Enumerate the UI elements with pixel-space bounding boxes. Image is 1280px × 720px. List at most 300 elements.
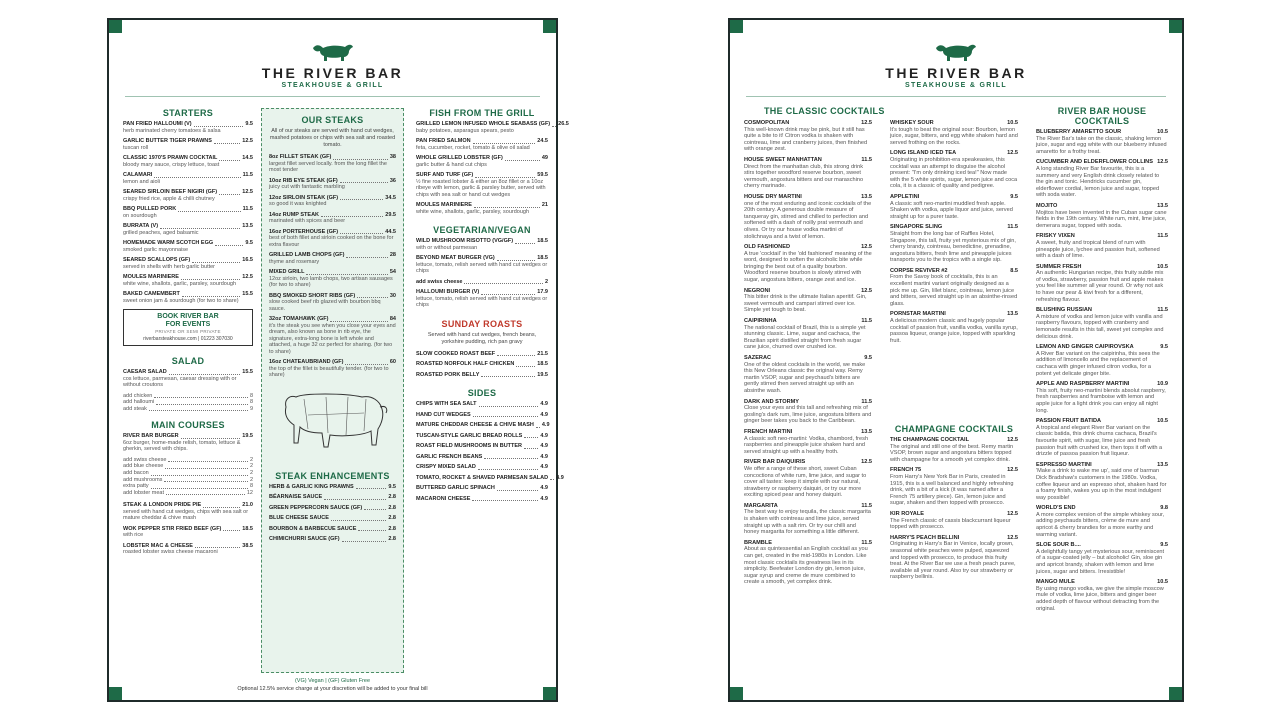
cocktail-name: LEMON AND GINGER CAIPIROVSKA <box>1036 344 1134 351</box>
cocktail-name: BLUEBERRY AMARETTO SOUR <box>1036 129 1122 135</box>
cocktail-line <box>890 150 1018 157</box>
cocktail-name: WORLD'S END <box>1036 505 1076 512</box>
item-name: HERB & GARLIC KING PRAWNS <box>269 483 354 490</box>
item-description: it's the steak you see when you close your eyes and dream, also known as bone in rib eye, the signature, extra-long bone is left whole and attached, a huge 32 oz perfect for sharing. (for two to share) <box>269 322 396 355</box>
dot-leader <box>474 207 540 208</box>
cocktail-price: 13.5 <box>861 428 872 435</box>
dot-leader <box>331 520 386 521</box>
add-on-name: add halloumi <box>123 399 155 406</box>
item-description: with or without parmesan <box>416 244 478 251</box>
item-description: feta, cucumber, rocket, tomato & olive oil salad <box>416 144 530 151</box>
cocktail-item <box>744 318 872 351</box>
menu-item <box>269 494 396 501</box>
add-on-price: 8 <box>249 399 253 406</box>
menu-item <box>123 543 253 556</box>
cocktail-price: 12.5 <box>861 120 872 126</box>
item-price: 38 <box>389 154 396 160</box>
menu-item-line <box>416 433 548 440</box>
add-on-price: 2 <box>249 476 253 483</box>
menu-item <box>416 464 548 471</box>
cocktail-price: 8.5 <box>1010 267 1018 274</box>
dot-leader <box>340 199 383 200</box>
item-name: SEARED SCALLOPS (GF) <box>123 257 191 263</box>
cocktail-price: 10.5 <box>1007 120 1018 126</box>
cocktail-name: NEGRONI <box>744 287 771 294</box>
menu-item-line <box>416 443 548 450</box>
menu-item <box>123 291 253 304</box>
cocktail-line <box>744 540 872 547</box>
cocktail-description: The national cocktail of Brazil, this is a simple yet stunning classic. Lime, sugar and cachaca, the Brazilian spirit distilled straight from fresh sugar cane juice, churned over crushed ice. <box>744 324 866 351</box>
item-name: GREEN PEPPERCORN SAUCE (GF) <box>269 504 363 511</box>
cocktail-name: APPLE AND RASPBERRY MARTINI <box>1036 381 1130 388</box>
corner-decoration <box>730 687 743 700</box>
item-price: 4.9 <box>540 443 548 449</box>
item-price: 24.5 <box>537 138 548 144</box>
cocktail-item <box>1036 307 1168 340</box>
corner-decoration <box>1169 20 1182 33</box>
item-name: MOULES MARINIERE <box>123 274 179 280</box>
add-on-line <box>123 463 253 470</box>
item-name: BLUE CHEESE SAUCE <box>269 515 329 521</box>
cocktail-item <box>890 120 1018 146</box>
item-name: MATURE CHEDDAR CHEESE & CHIVE MASH <box>416 422 534 428</box>
item-description: baby potatoes, asparagus spears, pesto <box>416 127 514 134</box>
item-price: 21.5 <box>537 350 548 357</box>
cocktail-description: Direct from the manhattan club, this strong drink stirs together woodford reserve bourbon, sweet vermouth, angostura bitters and our maraschino cherry marinade. <box>744 163 864 190</box>
item-description: thyme and rosemary <box>269 258 320 265</box>
menu-item <box>416 422 548 429</box>
cocktail-line <box>1036 307 1168 314</box>
menu-item-line <box>416 401 548 408</box>
item-price: 18.5 <box>537 255 548 261</box>
cocktail-name: SINGAPORE SLING <box>890 224 943 231</box>
item-name: BÉARNAISE SAUCE <box>269 494 323 500</box>
item-price: 18.5 <box>537 238 548 244</box>
cocktail-description: It's tough to beat the original sour: Bourbon, lemon juice, sugar, bitters, and egg white shaken hard and served frothing on the rocks. <box>890 126 1018 146</box>
cocktail-item <box>1036 203 1168 229</box>
cocktail-item <box>890 311 1018 344</box>
bull-icon <box>311 40 355 62</box>
cocktail-price: 12.5 <box>1007 510 1018 517</box>
brand-name: THE RIVER BAR <box>885 65 1027 81</box>
cocktail-name: PORNSTAR MARTINI <box>890 311 946 318</box>
menu-item <box>269 252 396 265</box>
section-title: CHAMPAGNE COCKTAILS <box>894 424 1014 434</box>
dot-leader <box>358 530 386 531</box>
item-price: 84 <box>389 316 396 322</box>
add-on-price: 8 <box>249 392 253 399</box>
item-description: with rice <box>123 532 144 539</box>
cocktail-price: 11.5 <box>1157 307 1168 314</box>
cocktail-line <box>744 459 872 466</box>
cocktail-item <box>890 511 1018 531</box>
dot-leader <box>473 416 539 417</box>
dot-leader <box>160 228 240 229</box>
cocktail-line <box>1036 505 1168 512</box>
cocktail-line <box>1036 233 1168 240</box>
salad-adds <box>123 393 253 413</box>
cocktail-item <box>1036 418 1168 458</box>
item-name: BBQ SMOKED SHORT RIBS (GF) <box>269 292 356 299</box>
dot-leader <box>219 160 240 161</box>
menu-item <box>269 293 396 313</box>
item-description: tuscan roll <box>123 144 149 151</box>
house-cocktails <box>1036 106 1168 616</box>
item-price: 16.5 <box>242 257 253 263</box>
dot-leader <box>154 397 248 398</box>
cow-illustration <box>274 385 392 465</box>
add-on-line <box>123 393 253 400</box>
item-price: 54 <box>389 269 396 275</box>
cocktail-name: COSMOPOLITAN <box>744 120 790 126</box>
champagne-cocktails <box>890 424 1018 585</box>
house-cocktails-list <box>1036 129 1168 612</box>
cocktail-line <box>744 355 872 362</box>
cocktail-line <box>744 120 872 127</box>
cocktail-name: OLD FASHIONED <box>744 244 790 251</box>
dot-leader <box>219 194 240 195</box>
dot-leader <box>164 481 248 482</box>
menu-item <box>123 526 253 539</box>
fish-list <box>416 121 569 215</box>
item-price: 4.9 <box>556 474 564 481</box>
cocktail-description: A delightfully tangy yet mysterious sour, reminiscent of a sugar-coated jelly – but alcoholic! Gin, sloe gin and apricot brandy, shaken with lemon and lime juices, sugar and bitters. Irresistible! <box>1036 548 1165 575</box>
dot-leader <box>215 245 243 246</box>
item-description: grilled peaches, aged balsamic <box>123 229 199 236</box>
item-price: 2.8 <box>388 536 396 542</box>
dot-leader <box>550 479 554 480</box>
classic-cocktails-list <box>744 120 872 590</box>
section-title: THE CLASSIC COCKTAILS <box>764 106 885 116</box>
dot-leader <box>505 160 540 161</box>
cocktail-item <box>890 467 1018 507</box>
item-description: lettuce, tomato, relish served with hand cut wedges or chips <box>416 261 548 274</box>
steaks-panel <box>261 108 404 673</box>
cocktail-description: A long standing River Bar favourite, this is a summery and very English drink closely related to the gin and tonic. Hendricks cucumber gin, elderflower cordial, lemon juice and sugar, topped with soda water. <box>1036 165 1160 199</box>
cocktail-description: Mojitos have been invented in the Cuban sugar cane fields in the 19th century. White rum, mint, lime juice, demerara sugar, topped with soda. <box>1036 209 1167 229</box>
item-name: BEYOND MEAT BURGER (VG) <box>416 255 495 261</box>
menu-item <box>416 255 548 275</box>
item-price: 44.5 <box>385 228 396 235</box>
menu-item <box>416 412 548 419</box>
menu-item <box>269 536 396 543</box>
item-price: 15.5 <box>242 369 253 375</box>
corner-decoration <box>730 20 743 33</box>
section-title: RIVER BAR HOUSE COCKTAILS <box>1057 106 1147 126</box>
item-description: 6oz burger, home-made relish, tomato, lettuce & gherkin, served with chips. <box>123 439 241 453</box>
cocktail-line <box>1036 579 1168 586</box>
cocktail-item <box>890 194 1018 220</box>
cocktail-price: 11.5 <box>861 502 872 509</box>
menu-item <box>123 502 253 522</box>
cocktail-price: 12.5 <box>861 459 872 466</box>
cocktail-price: 11.5 <box>861 318 872 325</box>
menu-item <box>416 401 548 408</box>
item-price: 12.5 <box>242 189 253 195</box>
menu-item <box>269 526 396 533</box>
item-name: 16oz PORTERHOUSE (GF) <box>269 228 339 235</box>
menu-item-line <box>269 515 396 522</box>
cocktail-description: A sweet, fruity and tropical blend of rum with pineapple juice, lychee and passion fruit, softened with a dash of lime. <box>1036 239 1160 260</box>
item-price: 14.5 <box>242 155 253 161</box>
cocktail-item <box>744 459 872 499</box>
add-on-price: 8 <box>249 483 253 490</box>
cocktail-description: Originating in prohibition-era speakeasies, this cocktail was an attempt to disguise the alcohol present: "I'm only drinking iced tea!" Now made with the 5 white spirits, sugar, lemon juice and coca cola, it is a classic of quality and pedigree. <box>890 156 1018 190</box>
cocktail-price: 11.5 <box>1007 224 1018 231</box>
vegan-list <box>416 238 548 309</box>
events-note: PRIVATE OR SEMI PRIVATE <box>155 329 221 334</box>
cocktail-name: MOJITO <box>1036 202 1058 209</box>
cocktail-name: FRISKY VIXEN <box>1036 233 1075 240</box>
cocktail-name: MARGARITA <box>744 502 778 509</box>
item-description: the top of the fillet is beautifully tender. (for two to share) <box>269 365 389 378</box>
item-description: garlic butter & hand cut chips <box>416 161 487 168</box>
item-description: marinated with spices and beer <box>269 218 346 224</box>
add-on-line <box>123 483 253 490</box>
dot-leader <box>478 469 539 470</box>
dot-leader <box>178 211 240 212</box>
cocktail-name: SAZERAC <box>744 355 772 361</box>
cocktail-item <box>1036 344 1168 377</box>
logo <box>109 40 556 89</box>
cocktail-item <box>1036 264 1168 304</box>
cocktail-name: CAIPIRINHA <box>744 318 777 325</box>
item-name: HAND CUT WEDGES <box>416 411 471 418</box>
cocktail-price: 10.5 <box>1157 263 1168 270</box>
cocktail-name: BRAMBLE <box>744 539 772 546</box>
cocktail-item <box>744 540 872 586</box>
item-name: BOURBON & BARBECUE SAUCE <box>269 525 357 532</box>
cocktail-item <box>744 355 872 395</box>
item-name: HALLOUMI BURGER (V) <box>416 289 480 295</box>
cocktail-item <box>890 437 1018 463</box>
item-description: largest fillet served locally. from the long fillet the most tender <box>269 160 387 173</box>
classic-cocktails <box>744 106 1014 119</box>
item-name: MIXED GRILL <box>269 269 305 275</box>
item-name: TUSCAN-STYLE GARLIC BREAD ROLLS <box>416 432 523 439</box>
item-price: 9.5 <box>388 483 396 490</box>
cocktail-line <box>890 467 1018 474</box>
item-name: GRILLED LEMON INFUSED WHOLE SEABASS (GF) <box>416 121 551 127</box>
section-title: STARTERS <box>162 108 214 118</box>
cocktail-item <box>744 288 872 314</box>
dot-leader <box>169 374 241 375</box>
cocktail-description: A River Bar variant on the caipirinha, this sees the addition of limoncello and the replacement of cachaca with ginger infused citron vodka, for a potent yet delicate ginger bite. <box>1036 350 1160 377</box>
item-price: 19.5 <box>537 371 548 378</box>
item-name: ROASTED NORFOLK HALF CHICKEN <box>416 361 515 367</box>
brand-name: THE RIVER BAR <box>261 65 404 81</box>
item-price: 9.5 <box>245 121 253 127</box>
menu-item <box>269 229 396 249</box>
starters-list <box>123 121 253 304</box>
cocktail-description: Originating in Harry's Bar in Venice, locally grown, seasonal white peaches were pulped, squeezed and topped with prosecco, to produce this fruity treat. At the River Bar we use a fresh peach puree, available all year round. Also try our strawberry or raspberry bellinis. <box>890 541 1016 581</box>
item-description: slow cooked beef rib glazed with bourbon bbq sauce. <box>269 299 381 312</box>
cocktail-price: 9.5 <box>864 355 872 361</box>
corner-decoration <box>543 20 556 33</box>
menu-item-line <box>416 351 548 358</box>
menu-item <box>416 485 548 492</box>
item-price: 4.9 <box>540 453 548 460</box>
dot-leader <box>195 547 240 548</box>
right-column <box>416 108 569 506</box>
menu-item-line <box>269 505 396 512</box>
dot-leader <box>340 233 383 234</box>
add-on-line <box>123 399 253 406</box>
dot-leader <box>165 468 248 469</box>
cocktail-item <box>744 244 872 284</box>
cocktail-item <box>1036 159 1168 199</box>
cocktail-description: The French classic of cassis blackcurrant liqueur topped with prosecco. <box>890 517 1011 531</box>
item-price: 29.5 <box>385 211 396 218</box>
item-price: 2.8 <box>388 515 396 521</box>
dot-leader <box>464 283 542 284</box>
events-title: BOOK RIVER BAR <box>157 313 219 320</box>
cocktail-price: 13.5 <box>1007 311 1018 318</box>
item-price: 13.5 <box>242 223 253 229</box>
cocktail-name: HOUSE SWEET MANHATTAN <box>744 156 822 163</box>
cocktail-item <box>1036 505 1168 538</box>
menu-item-line <box>416 464 548 471</box>
dot-leader <box>223 530 240 531</box>
item-name: 12oz SIRLOIN STEAK (GF) <box>269 194 339 201</box>
menu-item <box>416 121 569 134</box>
item-description: white wine, shallots, garlic, parsley, sourdough <box>123 280 237 287</box>
cocktail-line <box>744 318 872 325</box>
menu-item <box>416 351 548 358</box>
cocktail-item <box>744 503 872 536</box>
cocktail-name: CUCUMBER AND ELDERFLOWER COLLINS <box>1036 159 1153 166</box>
cocktail-item <box>890 224 1018 264</box>
cocktail-line <box>890 511 1018 518</box>
item-name: 10oz RIB EYE STEAK (GF) <box>269 177 338 184</box>
cocktail-price: 9.5 <box>1010 193 1018 200</box>
menu-item <box>416 372 548 379</box>
item-name: GRILLED LAMB CHOPS (GF) <box>269 252 345 258</box>
cocktail-price: 12.5 <box>861 287 872 294</box>
item-name: PAN FRIED SALMON <box>416 138 471 144</box>
cocktail-line <box>744 429 872 436</box>
cocktail-price: 12.5 <box>1157 159 1168 166</box>
sides-list <box>416 401 564 502</box>
add-on-name: add swiss cheese <box>123 456 167 463</box>
item-price: 49 <box>541 155 548 161</box>
cocktail-description: This well-known drink may be pink, but it still has quite a bite to it! Citron vodka is shaken with cointreau, lime and cranberry juices, then finished with orange zest. <box>744 126 868 153</box>
cocktail-line <box>890 311 1018 318</box>
item-name: CHIPS WITH SEA SALT <box>416 401 477 407</box>
item-description: served with hand cut wedges, chips with sea salt or mature cheddar & chive mash <box>123 508 249 522</box>
cocktail-price: 12.5 <box>1007 534 1018 541</box>
cocktail-price: 9.8 <box>1160 505 1168 512</box>
events-contact: riverbarsteakhouse.com | 01223 307030 <box>143 336 233 342</box>
cocktail-price: 13.5 <box>861 193 872 200</box>
menu-item-line <box>416 121 569 128</box>
item-price: 2.8 <box>388 525 396 532</box>
item-price: 59.5 <box>537 172 548 178</box>
cocktail-description: This soft, fruity neo-martini blends absolut raspberry, fresh raspberries and framboise with lemon and apple juice for a light drink you can enjoy all night long. <box>1036 387 1166 414</box>
cocktail-description: This bitter drink is the ultimate Italian aperitif. Gin, sweet vermouth and campari stirred over ice. Simple yet tough to beat. <box>744 294 867 314</box>
menu-item <box>416 202 548 215</box>
cocktail-line <box>1036 264 1168 271</box>
menu-item-line <box>416 279 548 286</box>
menu-item <box>123 172 253 185</box>
item-name: SLOW COOKED ROAST BEEF <box>416 350 496 357</box>
dot-leader <box>472 500 538 501</box>
dot-leader <box>479 406 539 407</box>
dot-leader <box>340 182 388 183</box>
cocktail-name: MANGO MULE <box>1036 579 1075 586</box>
menu-item <box>123 138 253 151</box>
item-price: 4.9 <box>540 464 548 470</box>
cocktail-line <box>890 437 1018 444</box>
cocktail-description: One of the oldest cocktails in the world, we make this New Orleans classic the original way. Remy martin VSOP, sugar and peychaud's bitters are gently stirred then served straight up with an absinthe wash. <box>744 361 866 394</box>
item-price: 2 <box>544 278 548 285</box>
dot-leader <box>524 448 538 449</box>
item-price: 34.5 <box>385 194 396 201</box>
add-on-price: 2 <box>249 456 253 463</box>
menu-item <box>269 515 396 522</box>
cocktail-item <box>1036 462 1168 502</box>
item-description: smoked garlic mayonnaise <box>123 246 189 253</box>
cocktail-price: 9.5 <box>1160 542 1168 549</box>
dot-leader <box>552 126 556 127</box>
menu-item-line <box>416 454 548 461</box>
cocktail-item <box>890 150 1018 190</box>
item-price: 2.8 <box>388 504 396 511</box>
item-description: lemon and aioli <box>123 178 160 185</box>
item-price: 17.9 <box>537 289 548 295</box>
add-on-price: 2 <box>249 463 253 470</box>
dot-leader <box>156 404 248 405</box>
item-name: BAKED CAMEMBERT <box>123 291 180 297</box>
item-description: white wine, shallots, garlic, parsley, sourdough <box>416 208 530 215</box>
add-on-price: 12 <box>246 489 253 496</box>
dot-leader <box>497 260 536 261</box>
add-on-line <box>123 490 253 497</box>
menu-item <box>123 240 253 253</box>
add-on-name: add steak <box>123 405 147 412</box>
item-name: SEARED SIRLOIN BEEF NIGIRI (GF) <box>123 189 218 195</box>
menu-item-line <box>416 422 548 429</box>
cocktail-item <box>890 535 1018 581</box>
cocktail-item <box>744 157 872 190</box>
menu-item-line <box>416 372 548 379</box>
dot-leader <box>484 458 538 459</box>
cocktail-price: 9.5 <box>1160 344 1168 351</box>
item-description: sweet onion jam & sourdough (for two to share) <box>123 297 239 304</box>
dot-leader <box>324 499 386 500</box>
cocktail-description: A classic soft neo-martini: Vodka, chambord, fresh raspberries and pineapple juice shaken hard and served straight up with a healthy froth. <box>744 435 869 455</box>
item-description: served in shells with herb garlic butter <box>123 263 216 270</box>
cocktail-name: FRENCH MARTINI <box>744 428 793 435</box>
cocktail-line <box>890 268 1018 275</box>
item-price: 18.5 <box>537 361 548 367</box>
cocktail-line <box>744 157 872 164</box>
section-title: SIDES <box>467 388 497 398</box>
cocktail-line <box>744 244 872 251</box>
menu-item <box>269 316 396 355</box>
dot-leader <box>168 461 248 462</box>
dot-leader <box>306 274 387 275</box>
cocktail-description: Straight from the long bar of Raffles Hotel, Singapore, this tall, fruity yet mysterious mix of gin, cherry brandy, cointreau, benedictine, grenadine, angostura bitters, fresh lime and pineapple juices transports you to the tropics with a single sip. <box>890 230 1016 264</box>
cocktail-description: A true 'cocktail' in the 'old fashioned' meaning of the word, designed to soften the alcoholic bite while bringing the best out of a quality bourbon. Woodford reserve bourbon is slowly stirred with sugar, angostura bitters, orange zest and ice. <box>744 250 872 284</box>
roasts-intro: Served with hand cut wedges, french beans, yorkshire pudding, rich pan gravy <box>427 331 537 345</box>
cocktail-line <box>1036 159 1168 166</box>
item-name: RIVER BAR BURGER <box>123 433 179 440</box>
menu-item <box>123 257 253 270</box>
item-price: 30 <box>389 292 396 299</box>
dot-leader <box>481 294 535 295</box>
item-name: CALAMARI <box>123 172 153 178</box>
